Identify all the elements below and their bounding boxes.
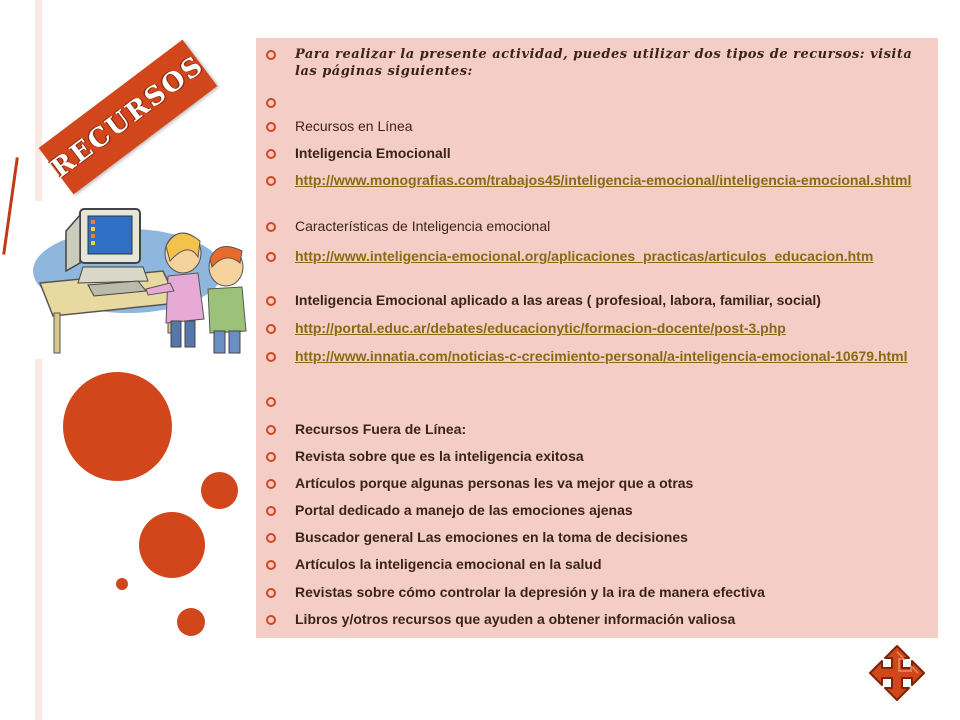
bullet-icon <box>266 397 276 407</box>
bullet-icon <box>266 560 276 570</box>
resource-title: Características de Inteligencia emocional <box>295 218 551 234</box>
bullet-icon <box>266 506 276 516</box>
decorative-circle-large <box>63 372 172 481</box>
resource-link[interactable]: http://www.innatia.com/noticias-c-crecimiento-personal/a-inteligencia-emocional-10679.html <box>295 348 908 364</box>
bullet-icon <box>266 452 276 462</box>
list-item <box>266 172 918 189</box>
offline-item: Libros y/otros recursos que ayuden a obtener información valiosa <box>295 611 736 627</box>
bullet-icon <box>266 324 276 334</box>
bullet-icon <box>266 176 276 186</box>
list-item <box>266 218 918 235</box>
bullet-icon <box>266 296 276 306</box>
decorative-circle-small <box>177 608 205 636</box>
list-item <box>266 292 918 309</box>
bullet-icon <box>266 533 276 543</box>
decorative-circle-small <box>201 472 238 509</box>
bullet-icon <box>266 122 276 132</box>
kids-at-computer-illustration <box>28 201 258 359</box>
list-item <box>266 118 918 135</box>
bullet-icon <box>266 479 276 489</box>
right-margin <box>938 0 960 720</box>
bullet-icon <box>266 50 276 60</box>
bullet-icon <box>266 352 276 362</box>
list-item <box>266 145 918 162</box>
resource-link[interactable]: http://www.inteligencia-emocional.org/aplicaciones_practicas/articulos_educacion.htm <box>295 248 874 264</box>
bullet-icon <box>266 252 276 262</box>
list-item <box>266 448 918 465</box>
list-item <box>266 529 918 546</box>
list-item <box>266 584 918 601</box>
list-item <box>266 611 918 628</box>
list-item <box>266 475 918 492</box>
bullet-icon <box>266 425 276 435</box>
decorative-circle-tiny <box>116 578 128 590</box>
decorative-circle-medium <box>139 512 205 578</box>
offline-item: Buscador general Las emociones en la toma de decisiones <box>295 529 688 545</box>
bullet-icon <box>266 149 276 159</box>
offline-item: Artículos la inteligencia emocional en la salud <box>295 556 602 572</box>
list-item <box>266 421 918 438</box>
resource-title: Inteligencia Emocional aplicado a las areas ( profesioal, labora, familiar, social) <box>295 292 821 308</box>
list-item <box>266 248 918 265</box>
offline-item: Portal dedicado a manejo de las emociones ajenas <box>295 502 633 518</box>
online-resources-heading: Recursos en Línea <box>295 118 413 134</box>
resource-link[interactable]: http://www.monografias.com/trabajos45/inteligencia-emocional/inteligencia-emocional.shtml <box>295 172 912 188</box>
list-item <box>266 556 918 573</box>
list-item <box>266 320 918 337</box>
bullet-icon <box>266 222 276 232</box>
bullet-icon <box>266 588 276 598</box>
offline-item: Revistas sobre cómo controlar la depresión y la ira de manera efectiva <box>295 584 765 600</box>
margin-stripe <box>35 0 42 720</box>
offline-item: Artículos porque algunas personas les va mejor que a otras <box>295 475 694 491</box>
intro-text: Para realizar la presente actividad, puedes utilizar dos tipos de recursos: visita las páginas siguientes: <box>295 47 913 79</box>
offline-resources-heading: Recursos Fuera de Línea: <box>295 421 467 437</box>
four-way-arrow-icon[interactable] <box>868 644 926 702</box>
resource-link[interactable]: http://portal.educ.ar/debates/educacionytic/formacion-docente/post-3.php <box>295 320 786 336</box>
list-item <box>266 502 918 519</box>
list-item <box>266 46 918 80</box>
page-title: RECURSOS <box>46 50 210 184</box>
resource-title: Inteligencia Emocionall <box>295 145 451 161</box>
bullet-icon <box>266 98 276 108</box>
bullet-icon <box>266 615 276 625</box>
offline-item: Revista sobre que es la inteligencia exitosa <box>295 448 584 464</box>
resources-panel <box>256 38 938 638</box>
list-item <box>266 348 918 365</box>
